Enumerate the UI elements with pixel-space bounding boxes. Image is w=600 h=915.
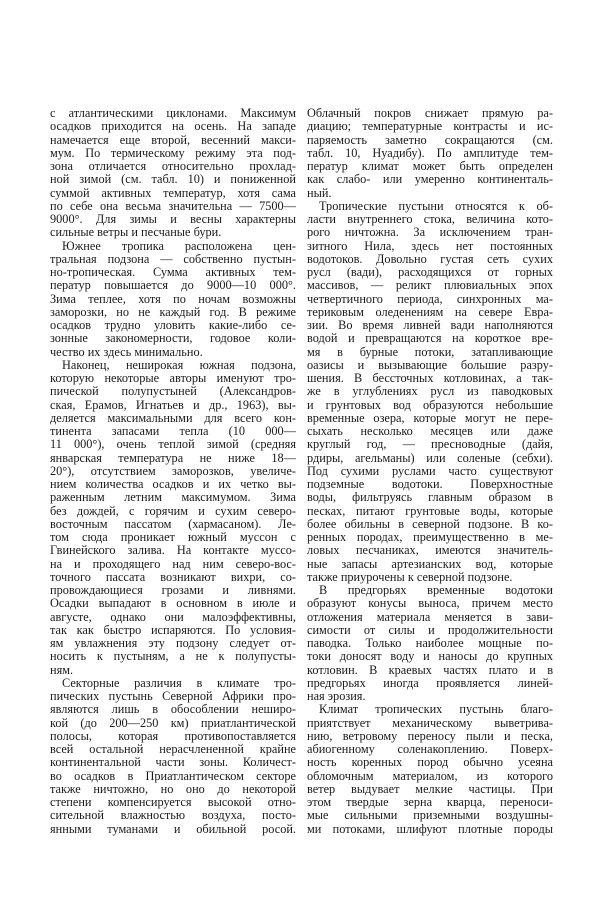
text-line: тинента запасами тепла (10 000— xyxy=(50,425,296,438)
text-line: рдиры, агельманы) или соленые (себхи). xyxy=(307,451,553,465)
text-line: восточным пассатом (хармасаном). Ле- xyxy=(50,517,296,531)
text-line: ням. xyxy=(50,663,74,677)
text-line: подземные водотоки. Поверхностные xyxy=(307,478,553,491)
text-line: Гвинейского залива. На контакте муссо- xyxy=(50,544,296,558)
text-line: нием количества осадков и их четко вы- xyxy=(50,478,296,491)
text-line: зона отличается относительно прохлад- xyxy=(50,160,296,173)
text-line: ной зимой (см. табл. 10) и пониженной xyxy=(50,173,296,187)
text-line: полосы, которая противопоставляется xyxy=(50,729,296,743)
text-line: водотоков. Довольно густая сеть сухих xyxy=(307,252,553,266)
text-line: континентальной части зоны. Количест- xyxy=(50,756,296,770)
text-line: Тропические пустыни относятся к об- xyxy=(319,199,553,213)
text-line: предгорьях иногда проявляется линей- xyxy=(307,676,553,690)
text-line: являются лишь в обособлении неширо- xyxy=(50,703,296,717)
text-line: шения. В бессточных котловинах, а так- xyxy=(307,372,553,385)
text-line: чество их здесь минимально. xyxy=(50,345,203,359)
text-line: осадков приходится на осень. На западе xyxy=(50,120,296,134)
paragraph xyxy=(307,584,553,703)
text-line: воды, фильтруясь главным образом в xyxy=(307,491,553,505)
text-line: более обильны в северной подзоне. В ко- xyxy=(307,517,553,531)
text-line: териковым оледенениям на севере Евра- xyxy=(307,305,553,319)
text-line: зии. Во время ливней вади наполняются xyxy=(307,319,553,332)
text-line: сыхать несколько месяцев или даже xyxy=(307,425,553,438)
text-line: пической полупустыней (Александров- xyxy=(50,385,296,399)
text-line: песках, питают грунтовые воды, которые xyxy=(307,504,553,518)
text-line: янными туманами и обильной росой. xyxy=(50,822,296,836)
text-line: провождающиеся грозами и ливнями. xyxy=(50,584,296,597)
text-line: Облачный покров снижает прямую ра- xyxy=(307,107,553,120)
text-line: 11 000°), очень теплой зимой (средняя xyxy=(50,438,296,452)
text-line: носить к пустыням, а не к полупусты- xyxy=(50,650,296,664)
text-line: ловых песчаниках, имеются значитель- xyxy=(307,544,553,558)
text-line: суммой активных температур, хотя сама xyxy=(50,186,296,200)
text-line: Осадки выпадают в основном в июле и xyxy=(50,597,296,611)
text-line: ные запасы артезианских вод, которые xyxy=(307,557,553,571)
text-line: тральная подзона — собственно пустын- xyxy=(50,252,296,266)
text-line: но-тропическая. Сумма активных тем- xyxy=(50,266,296,279)
text-line: намечается еще второй, весенний макси- xyxy=(50,133,296,147)
text-line: ренных породах, преимущественно в ме- xyxy=(307,531,553,544)
text-line: временные озера, которые могут не пере- xyxy=(307,411,553,425)
text-line: мые сильными приземными воздушны- xyxy=(307,809,553,823)
text-line: также приурочены к северной подзоне. xyxy=(307,570,513,584)
text-line: Южнее тропика расположена цен- xyxy=(62,239,296,253)
text-line: образуют конусы выноса, причем место xyxy=(307,597,553,611)
paragraph xyxy=(50,107,296,240)
text-line: ласти внутреннего стока, величина кото- xyxy=(307,213,553,226)
text-line: точного пассата возникают вихри, со- xyxy=(50,570,296,584)
text-line: Зима теплее, хотя по ночам возможны xyxy=(50,292,296,306)
text-line: симости от силы и продолжительности xyxy=(307,623,553,637)
text-line: пических пустынь Северной Африки про- xyxy=(50,690,296,703)
text-line: котловин. В краевых частях плато и в xyxy=(307,663,553,677)
text-line: ветер выдувает мелкие частицы. При xyxy=(307,782,553,796)
text-line: которую некоторые авторы именуют тро- xyxy=(50,372,296,385)
text-line: Наконец, неширокая южная подзона, xyxy=(62,358,296,372)
paragraph xyxy=(307,703,553,836)
text-line: также ничтожно, но оно до некоторой xyxy=(50,782,296,796)
text-line: во осадков в Приатлантическом секторе xyxy=(50,769,296,783)
text-line: деляется максимальными для всего кон- xyxy=(50,411,296,425)
text-line: круглый год, — пресноводные (дайя, xyxy=(307,438,553,452)
paragraph xyxy=(50,677,296,836)
text-line: заморозки, но не каждый год. В режиме xyxy=(50,305,296,319)
text-line: 9000°. Для зимы и весны характерны xyxy=(50,213,296,226)
text-column-right xyxy=(307,107,553,836)
text-line: же в углублениях русл из паводковых xyxy=(307,385,553,399)
text-line: паряемость заметно сокращаются (см. xyxy=(307,133,553,147)
text-line: с атлантическими циклонами. Максимум xyxy=(50,107,296,120)
text-line: том сюда проникает южный муссон с xyxy=(50,531,296,544)
text-line: степени компенсируется высокой отно- xyxy=(50,796,296,809)
text-line: осадков трудно уловить какие-либо се- xyxy=(50,319,296,332)
text-line: отложения материала меняется в зави- xyxy=(307,610,553,624)
text-line: диацию; температурные контрасты и ис- xyxy=(307,120,553,134)
text-line: русл (вади), расходящихся от горных xyxy=(307,266,553,279)
text-line: ская, Ерамов, Игнатьев и др., 1963), вы- xyxy=(50,398,296,412)
text-line: ператур повышается до 9000—10 000°. xyxy=(50,279,296,293)
text-line: январская температура не ниже 18— xyxy=(50,451,296,465)
text-line: оазисы и вызывающие большие разру- xyxy=(307,358,553,372)
text-line: Секторные различия в климате тро- xyxy=(62,676,296,690)
text-line: нию, ветровому переносу пыли и песка, xyxy=(307,729,553,743)
text-line: ператур климат может быть определен xyxy=(307,160,553,173)
text-line: так как быстро испаряются. По условия- xyxy=(50,623,296,637)
text-line: обломочным материалом, из которого xyxy=(307,769,553,783)
text-line: ми потоками, шлифуют плотные породы xyxy=(307,822,553,836)
text-line: токи доносят воду и наносы до крупных xyxy=(307,650,553,664)
text-line: мум. По термическому режиму эта под- xyxy=(50,146,296,160)
text-line: приятствует механическому выветрива- xyxy=(307,716,553,730)
text-line: четвертичного периода, синхронных ма- xyxy=(307,292,553,306)
text-line: ность коренных пород обычно усеяна xyxy=(307,756,553,770)
paragraph xyxy=(50,240,296,359)
paragraph xyxy=(307,200,553,584)
text-line: массивов, — реликт плювиальных эпох xyxy=(307,279,553,293)
text-line: рого ничтожна. За исключением тран- xyxy=(307,226,553,240)
text-line: августе, однако они малоэффективны, xyxy=(50,610,296,624)
text-line: водой и превращаются на короткое вре- xyxy=(307,332,553,346)
text-line: сительной влажностью воздуха, посто- xyxy=(50,809,296,823)
text-line: как слабо- или умеренно континенталь- xyxy=(307,173,553,187)
text-line: всей остальной нерасчлененной крайне xyxy=(50,743,296,756)
paragraph xyxy=(307,107,553,200)
text-line: табл. 10, Нуадибу). По амплитуде тем- xyxy=(307,146,553,160)
text-line: и грунтовых вод образуются небольшие xyxy=(307,398,553,412)
text-line: без дождей, с горячим и сухим северо- xyxy=(50,504,296,518)
text-line: ный. xyxy=(307,186,332,200)
text-line: ям увлажнения эту подзону следует от- xyxy=(50,637,296,650)
text-line: Климат тропических пустынь благо- xyxy=(319,703,553,717)
text-line: В предгорьях временные водотоки xyxy=(319,584,553,597)
text-line: по себе она весьма значительна — 7500— xyxy=(50,199,296,213)
text-line: кой (до 200—250 км) приатлантической xyxy=(50,716,296,730)
text-line: зитного Нила, здесь нет постоянных xyxy=(307,239,553,253)
text-line: паводка. Только наиболее мощные по- xyxy=(307,637,553,650)
text-line: на и проходящего над ним северо-вос- xyxy=(50,557,296,571)
text-line: этом твердые зерна кварца, переноси- xyxy=(307,796,553,809)
text-column-left xyxy=(50,107,296,836)
text-line: сильные ветры и песчаные бури. xyxy=(50,226,222,240)
text-line: абиогенному соленакоплению. Поверх- xyxy=(307,743,553,756)
text-line: ная эрозия. xyxy=(307,690,366,703)
text-line: 20°), отсутствием заморозков, увеличе- xyxy=(50,464,296,478)
text-line: Под сухими руслами часто существуют xyxy=(307,464,553,478)
text-line: зонные закономерности, годовое коли- xyxy=(50,332,296,346)
text-line: раженным летним максимумом. Зима xyxy=(50,491,296,505)
text-line: мя в бурные потоки, затапливающие xyxy=(307,345,553,359)
paragraph xyxy=(50,359,296,677)
